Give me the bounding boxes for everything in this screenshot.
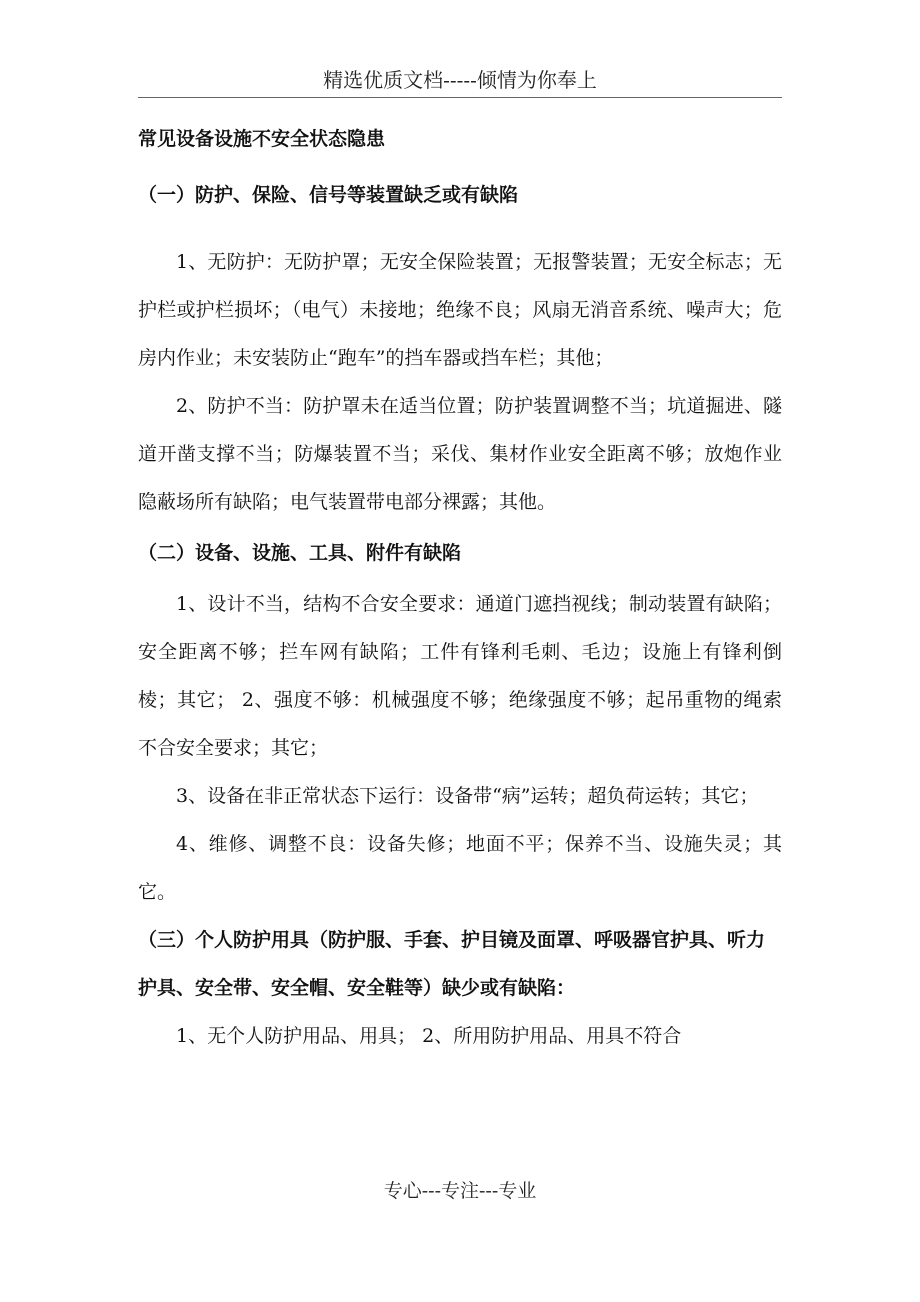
paragraph-1-2: 2、防护不当：防护罩未在适当位置；防护装置调整不当；坑道掘进、隧道开凿支撑不当；防爆装置不当；采伐、集材作业安全距离不够；放炮作业隐蔽场所有缺陷；电气装置带电部分裸露；其他。 — [138, 395, 782, 513]
paragraph-2-1: 1、设计不当，结构不合安全要求：通道门遮挡视线；制动装置有缺陷；安全距离不够；拦车网有缺陷；工件有锋利毛刺、毛边；设施上有锋利倒棱；其它； 2、强度不够：机械强度不够；绝缘强度不够；起吊重物的绳索不合安全要求；其它； — [138, 593, 782, 759]
header-divider — [138, 97, 782, 98]
paragraph-2-3: 4、维修、调整不良：设备失修；地面不平；保养不当、设施失灵；其它。 — [138, 833, 782, 903]
paragraph-2-2: 3、设备在非正常状态下运行：设备带“病”运转；超负荷运转；其它； — [176, 785, 759, 807]
section-heading-3: （三）个人防护用具（防护服、手套、护目镜及面罩、呼吸器官护具、听力护具、安全带、安全帽、安全鞋等）缺少或有缺陷： — [138, 929, 766, 999]
paragraph-1-1: 1、无防护：无防护罩；无安全保险装置；无报警装置；无安全标志；无护栏或护栏损坏；（电气）未接地；绝缘不良；风扇无消音系统、噪声大；危房内作业；未安装防止“跑车”的挡车器或挡车栏；其他； — [138, 251, 782, 369]
document-title: 常见设备设施不安全状态隐患 — [138, 128, 386, 150]
section-heading-1: （一）防护、保险、信号等装置缺乏或有缺陷 — [138, 184, 519, 206]
document-body — [138, 122, 782, 1060]
page-footer: 专心---专注---专业 — [383, 1180, 537, 1202]
section-heading-2: （二）设备、设施、工具、附件有缺陷 — [138, 542, 462, 564]
paragraph-3-1: 1、无个人防护用品、用具； 2、所用防护用品、用具不符合 — [176, 1025, 682, 1047]
page-header: 精选优质文档-----倾情为你奉上 — [323, 68, 597, 92]
